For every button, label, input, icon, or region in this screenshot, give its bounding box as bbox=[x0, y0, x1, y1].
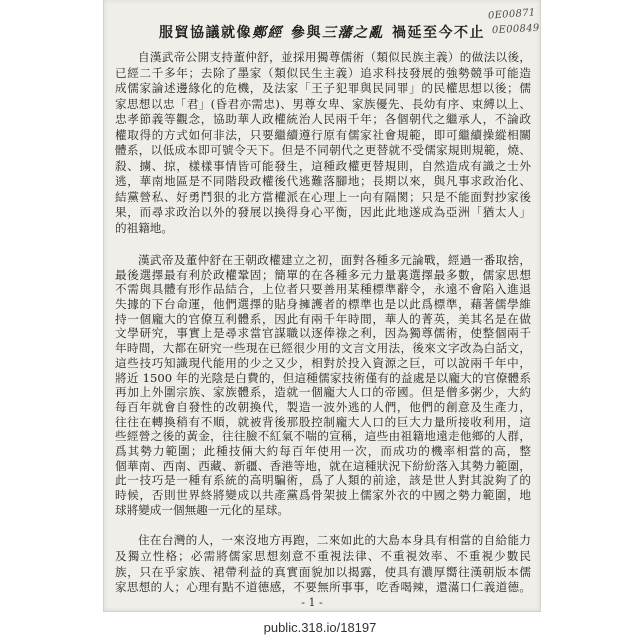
text-line: 逃，華南地區是不同階段政權後代逃難落腳地；長期以來，與凡事求政治化、 bbox=[115, 174, 531, 188]
text-line: 不需與具體有形作品結合，上位者只要善用某種標準辭令，永遠不會陷入進退 bbox=[115, 282, 531, 297]
text-line: 的祖籍地。 bbox=[115, 220, 173, 235]
text-line: 果，而尋求政治以外的發展以換得身心平衡，因此此地遂成為亞洲「猶太人」 bbox=[115, 205, 531, 219]
source-caption: public.318.io/18197 bbox=[263, 620, 377, 635]
title-emphasis-2: 三藩之亂 bbox=[322, 25, 384, 41]
paragraph-2 bbox=[115, 253, 531, 517]
text-line: 球將變成一個無趣一元化的星球。 bbox=[115, 502, 289, 517]
paragraph-3 bbox=[115, 533, 531, 596]
paragraph-1 bbox=[115, 50, 531, 236]
text-line: 些經營之後的黃金，往往臉不紅氣不喘的宣稱，這些由祖籍地遠走他鄉的人群， bbox=[115, 429, 531, 444]
handwritten-archive-number: 0E00849 bbox=[491, 22, 540, 37]
text-line: 家思想以忠「君」(昏君亦需忠)、男尊女卑、家族優先、長幼有序、束縛以上、 bbox=[115, 96, 531, 111]
text-line: 成儒家論述邊緣化的危機，及法家「王子犯罪與民同罪」的民權思想以後；儒 bbox=[115, 81, 531, 95]
document-page bbox=[103, 0, 541, 612]
text-line: 權取得的方式如何非法，只要繼續遵行原有儒家社會規範，即可繼續操縱相關 bbox=[115, 127, 531, 142]
text-line: 殺、擄、掠，樣樣事情皆可能發生，這種政權更替規則，自然造成有識之士外 bbox=[115, 158, 531, 173]
text-line: 此一技巧是一種有系統的高明騙術，爲了人類的前途，該是世人對其說夠了的 bbox=[115, 473, 531, 488]
text-line: 往往在轉換稍有不順，就被背後那股控制龐大人口的巨大力量所接收利用，這 bbox=[115, 414, 531, 429]
title-part-3: 禍延至今不止 bbox=[392, 25, 485, 41]
text-line: 每百年就會自發性的改朝換代，製造一波外逃的人們，他們的創意及生產力， bbox=[115, 399, 531, 414]
text-line: 文學研究，事實上是尋求當官謀職以逐俸祿之利，因為獨尊儒術，使整個兩千 bbox=[115, 326, 531, 341]
text-line: 年時間，大都在研究一些現在已經很少用的文言文用法，後來文字改為白話文， bbox=[115, 341, 531, 356]
text-line: 持一個龐大的官僚互利體系，因此有兩千年時間，華人的菁英，美其名是在做 bbox=[115, 311, 531, 326]
page-number: - 1 - bbox=[301, 596, 323, 609]
text-line: 最後選擇最有利於政權鞏固；簡單的在各種多元力量裏選擇最多數，儒家思想 bbox=[115, 267, 531, 282]
text-line: 這些技巧知識現代能用的少之又少，相對於投入資源之巨，可以說兩千年中， bbox=[115, 355, 531, 370]
text-line: 住在台灣的人，一來沒地方再跑，二來如此的大島本身具有相當的自給能力 bbox=[138, 533, 531, 547]
title-part-2: 參與 bbox=[291, 25, 322, 41]
document-title bbox=[104, 24, 540, 42]
text-line: 已經二千多年；去除了墨家（類似民生主義）追求科技發展的強勢競爭可能造 bbox=[115, 65, 531, 80]
text-line: 體系，以低成本即可號令天下。但是不同朝代之更替就不受儒家規則規範，燒、 bbox=[115, 143, 531, 157]
text-line: 家思想的人；心理有點不道德感，不要無所事事，吃香喝辣，還滿口仁義道德。 bbox=[115, 580, 531, 595]
text-line: 及獨立性格；必需將儒家思想刻意不重視法律、不重視效率、不重視少數民 bbox=[115, 548, 531, 563]
text-line: 失據的下台命運，他們選擇的貼身擁護者的標準也是以此爲標準，藉著儒學維 bbox=[115, 297, 531, 312]
handwritten-archive-number: 0E00871 bbox=[487, 7, 536, 22]
text-line: 爲其勢力範圍；此種技倆大約每百年使用一次，而成功的機率相當的高，整 bbox=[115, 443, 531, 458]
title-part-1: 服貿協議就像 bbox=[159, 25, 252, 41]
text-line: 漢武帝及董仲舒在王朝政權建立之初，面對各種多元論戰，經過一番取捨， bbox=[138, 253, 531, 267]
text-line: 時候，否則世界終將變成以共產黨爲骨架披上儒家外衣的中國之勢力範圍，地 bbox=[115, 488, 531, 502]
text-line: 將近 1500 年的光陰是白費的，但這種儒家技術僅有的益處是以龐大的官僚體系 bbox=[115, 370, 531, 385]
text-line: 再加上外圍宗族、家族體系，造就一個龐大人口的帝國。但是僧多粥少，大約 bbox=[115, 385, 531, 400]
text-line: 族，只在乎家族、裙帶利益的真實面貌加以揭露，使具有濃厚嚮往漢朝版本儒 bbox=[115, 564, 531, 579]
text-line: 個華南、西南、西藏、新疆、香港等地，就在這種狀況下紛紛落入其勢力範圍， bbox=[115, 458, 531, 473]
text-line: 結黨營私、好勇鬥狠的北方當權派在心理上一向有隔閡；只是不能面對抄家後 bbox=[115, 189, 531, 204]
title-emphasis-1: 鄭經 bbox=[252, 25, 283, 41]
text-line: 自漢武帝公開支持董仲舒，並採用獨尊儒術（類似民族主義）的做法以後， bbox=[138, 50, 531, 64]
text-line: 忠孝節義等觀念，協助華人政權統治人民兩千年；各個朝代之繼承人，不論政 bbox=[115, 112, 531, 126]
